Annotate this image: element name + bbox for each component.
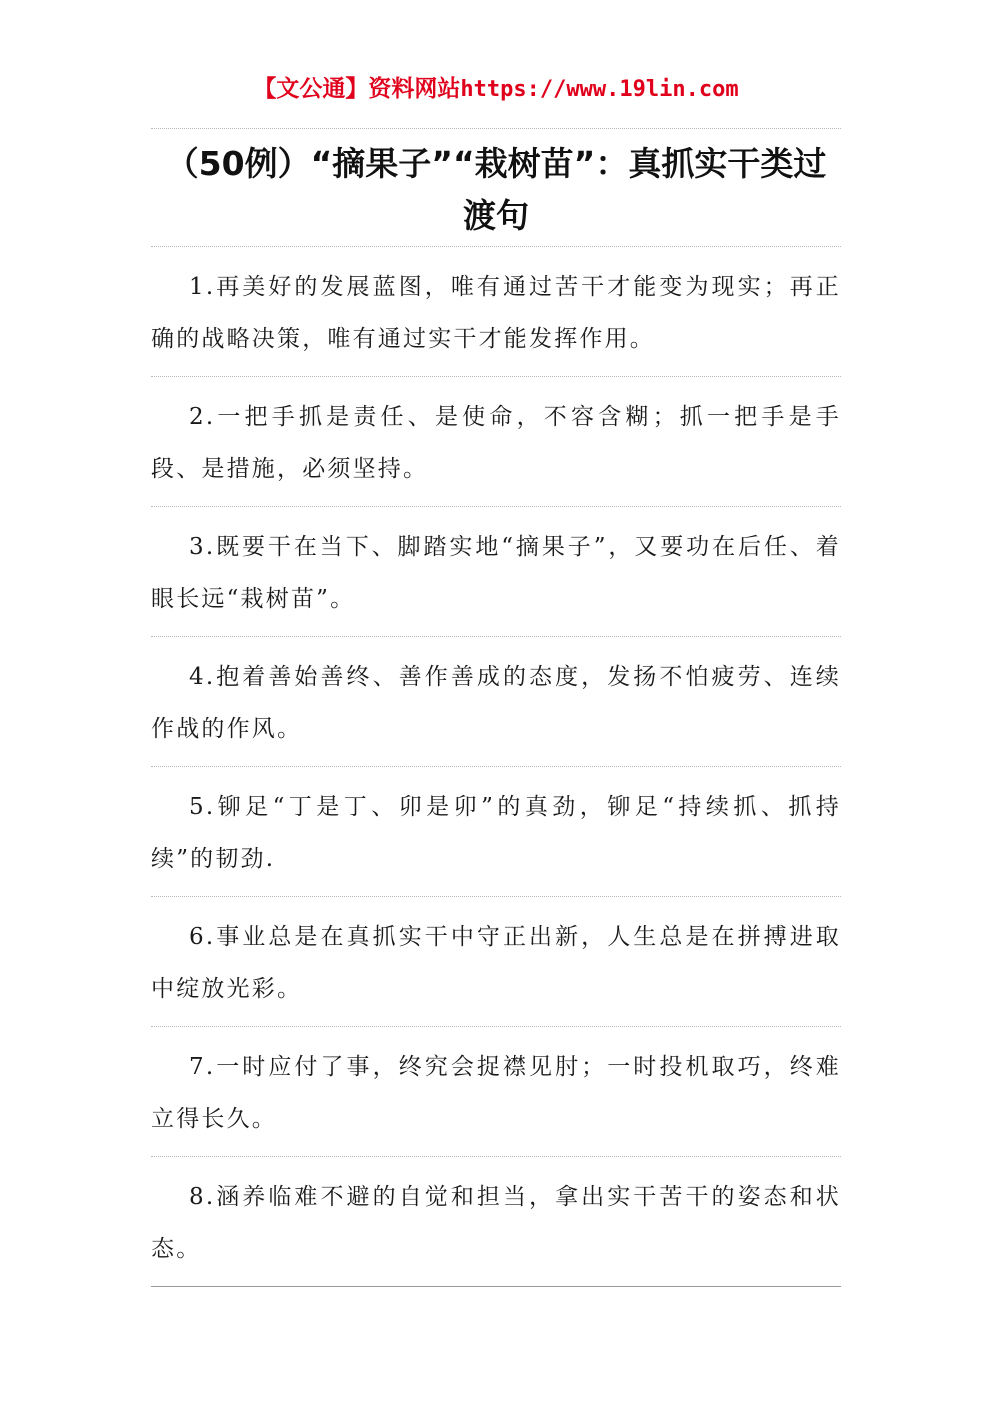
bottom-divider [151,1286,841,1287]
list-item: 4.抱着善始善终、善作善成的态度，发扬不怕疲劳、连续作战的作风。 [151,664,841,742]
document-title: （50例）“摘果子”“栽树苗”：真抓实干类过渡句 [165,144,827,235]
site-brand: 【文公通】资料网站 [253,76,461,102]
document-body [151,128,841,1287]
site-header [0,70,992,109]
list-item: 5.铆足“丁是丁、卯是卯”的真劲，铆足“持续抓、抓持续”的韧劲. [151,794,841,872]
site-url[interactable]: https://www.19lin.com [460,77,739,102]
list-item: 1.再美好的发展蓝图，唯有通过苦干才能变为现实；再正确的战略决策，唯有通过实干才能发挥作用。 [151,274,841,352]
list-item: 3.既要干在当下、脚踏实地“摘果子”，又要功在后任、着眼长远“栽树苗”。 [151,534,841,612]
list-item: 6.事业总是在真抓实干中守正出新，人生总是在拼搏进取中绽放光彩。 [151,924,841,1002]
list-item: 2.一把手抓是责任、是使命，不容含糊；抓一把手是手段、是措施，必须坚持。 [151,404,841,482]
list-item: 8.涵养临难不避的自觉和担当，拿出实干苦干的姿态和状态。 [151,1184,841,1262]
list-item: 7.一时应付了事，终究会捉襟见肘；一时投机取巧，终难立得长久。 [151,1054,841,1132]
